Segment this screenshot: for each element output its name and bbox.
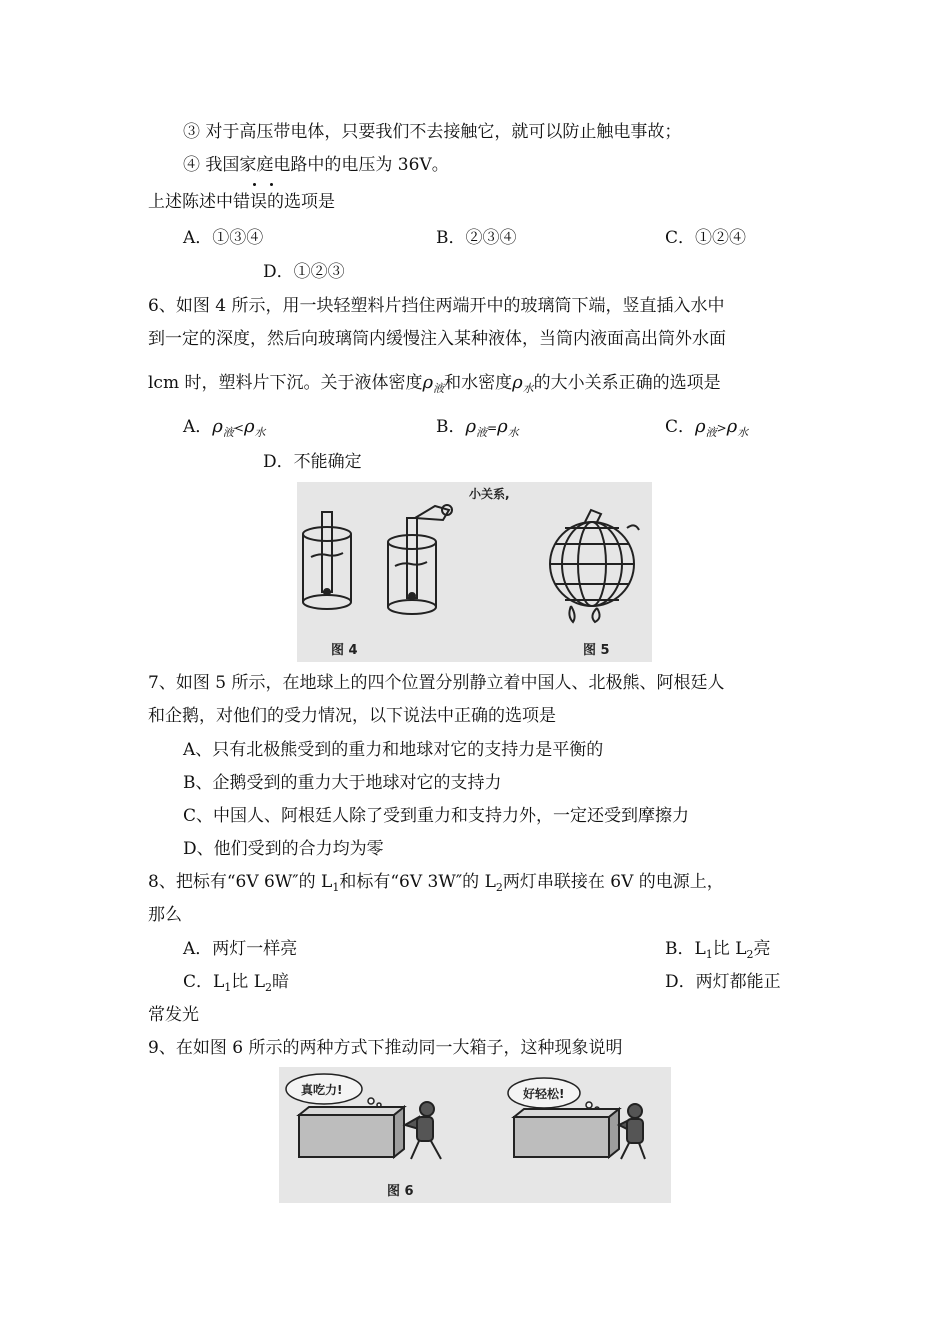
emphasis-dot <box>270 183 273 186</box>
box-left <box>299 1107 404 1157</box>
q7-option-b: B、企鹅受到的重力大于地球对它的支持力 <box>183 773 502 793</box>
globe-illustration <box>550 510 639 622</box>
figure-4-5 <box>297 482 652 662</box>
bubble-right-text: 好轻松! <box>523 1087 565 1101</box>
figure-5-label: 图 5 <box>583 643 610 658</box>
q5-option-d: D．①②③ <box>263 262 345 282</box>
figure-6 <box>279 1067 671 1203</box>
q5-option-c: C．①②④ <box>665 228 747 248</box>
q8-option-d-continued: 常发光 <box>148 1005 199 1025</box>
q8-line-1: 8、把标有“6V 6W″的 $L_1$和标有“6V 3W″的 $L_2$两灯串联接在 6V 的电源上， <box>148 872 724 894</box>
q7-option-a: A、只有北极熊受到的重力和地球对它的支持力是平衡的 <box>183 740 604 760</box>
q6-option-c: C．$\rho_液>\rho_水$ <box>665 416 749 439</box>
q5-option-b: B．②③④ <box>436 228 517 248</box>
q8-option-c: C．$L_1$比 $L_2$暗 <box>183 972 289 994</box>
glass-cylinder-right <box>388 505 452 614</box>
q5-statement-3: ③ 对于高压带电体，只要我们不去接触它，就可以防止触电事故； <box>183 122 682 142</box>
q6-line-1: 6、如图 4 所示，用一块轻塑料片挡住两端开中的玻璃筒下端，竖直插入水中 <box>148 296 725 316</box>
q8-line-2: 那么 <box>148 905 182 925</box>
q6-option-d: D．不能确定 <box>263 452 362 472</box>
figure-top-caption: 小关系, <box>469 487 510 501</box>
q6-line-3: lcm 时，塑料片下沉。关于液体密度$\rho_液$和水密度$\rho_水$的大小关系正确的选项是 <box>148 372 721 395</box>
person-pushing-right <box>619 1104 645 1159</box>
q7-option-d: D、他们受到的合力均为零 <box>183 839 384 859</box>
q6-option-b: B．$\rho_液=\rho_水$ <box>436 416 519 439</box>
q7-line-1: 7、如图 5 所示，在地球上的四个位置分别静立着中国人、北极熊、阿根廷人 <box>148 673 725 693</box>
q8-option-d: D．两灯都能正 <box>665 972 781 992</box>
q5-option-a: A．①③④ <box>183 228 264 248</box>
q7-line-2: 和企鹅，对他们的受力情况，以下说法中正确的选项是 <box>148 706 556 726</box>
emphasis-dot <box>253 183 256 186</box>
q8-option-a: A．两灯一样亮 <box>183 939 298 959</box>
box-right <box>514 1109 619 1157</box>
figure-4-label: 图 4 <box>331 643 358 658</box>
q9-line-1: 9、在如图 6 所示的两种方式下推动同一大箱子，这种现象说明 <box>148 1038 623 1058</box>
q6-line-2: 到一定的深度，然后向玻璃筒内缓慢注入某种液体，当筒内液面高出筒外水面 <box>148 329 726 349</box>
figure-6-label: 图 6 <box>387 1184 414 1199</box>
q5-statement-4: ④ 我国家庭电路中的电压为 36V。 <box>183 155 449 175</box>
q8-option-b: B．$L_1$比 $L_2$亮 <box>665 939 771 961</box>
glass-cylinder-left <box>303 512 351 609</box>
bubble-left-text: 真吃力! <box>301 1083 343 1097</box>
q7-option-c: C、中国人、阿根廷人除了受到重力和支持力外，一定还受到摩擦力 <box>183 806 690 826</box>
q5-stem: 上述陈述中错误的选项是 <box>148 192 335 212</box>
person-pushing-left <box>405 1102 441 1159</box>
q6-option-a: A．$\rho_液<\rho_水$ <box>183 416 266 439</box>
